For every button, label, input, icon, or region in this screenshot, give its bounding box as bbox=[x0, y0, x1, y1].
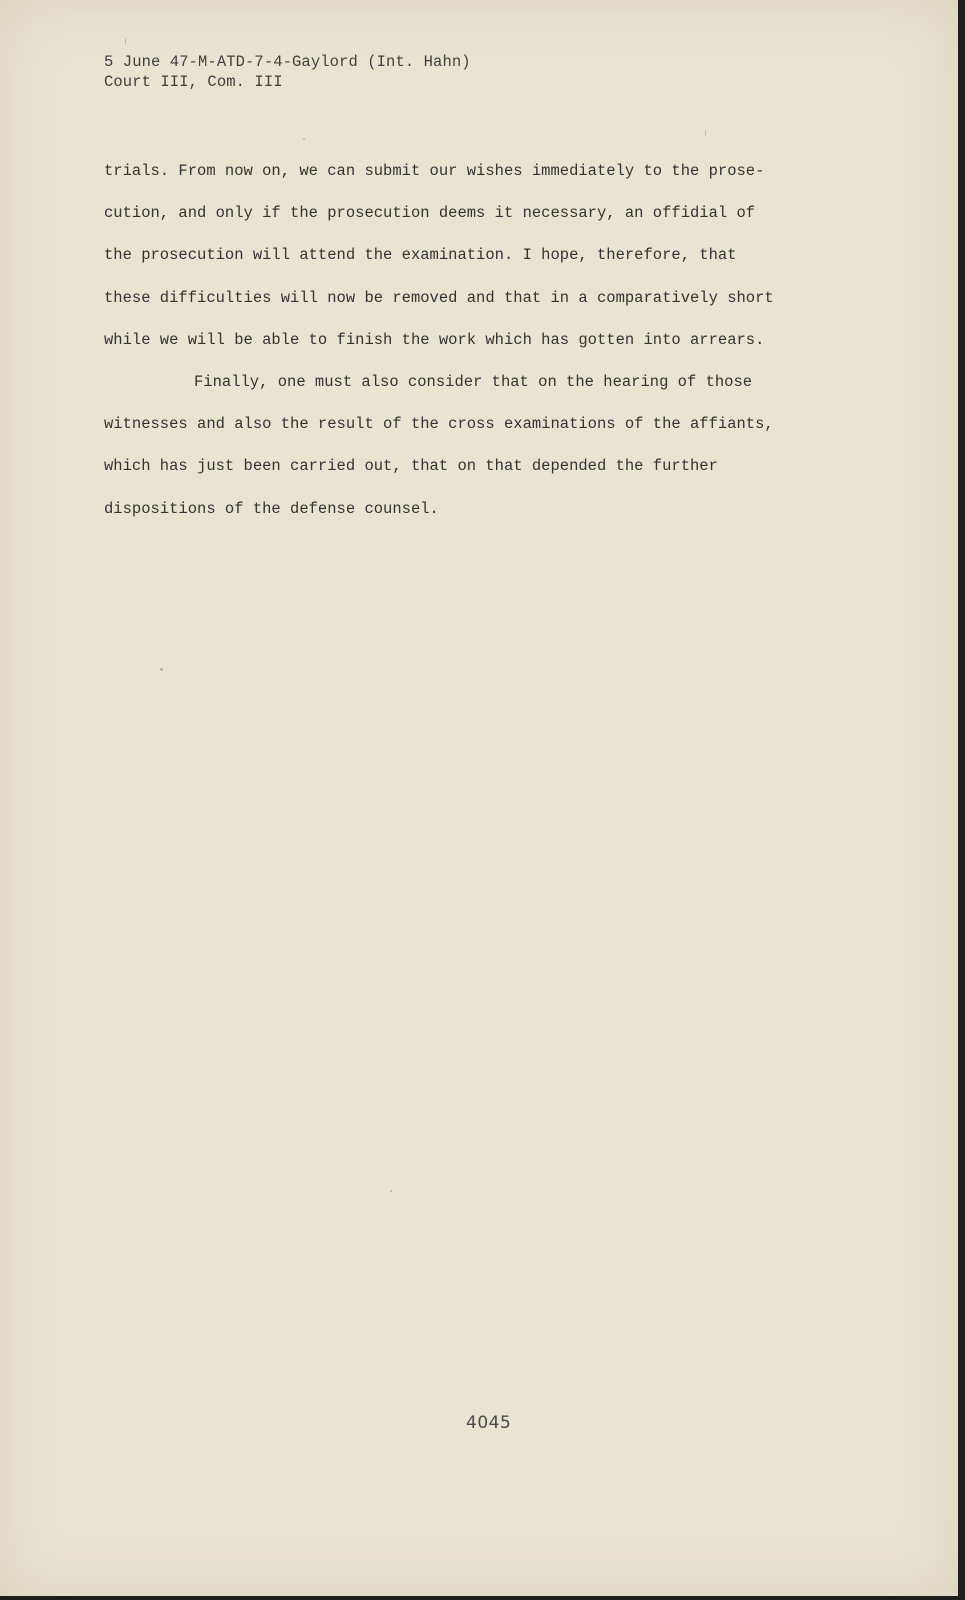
document-header bbox=[104, 52, 471, 92]
text-line: while we will be able to finish the work which has gotten into arrears. bbox=[104, 330, 765, 349]
paper-speck bbox=[705, 130, 706, 136]
page-number: 4045 bbox=[466, 1413, 512, 1433]
text-line: the prosecution will attend the examination. I hope, therefore, that bbox=[104, 246, 737, 265]
scan-edge-bottom bbox=[0, 1596, 965, 1600]
paper-speck bbox=[303, 138, 305, 140]
text-line: witnesses and also the result of the cross examinations of the affiants, bbox=[104, 415, 774, 434]
paper-speck bbox=[160, 668, 163, 671]
text-line: these difficulties will now be removed and that in a comparatively short bbox=[104, 288, 774, 307]
paper-speck bbox=[390, 1190, 392, 1192]
paper-speck bbox=[125, 38, 126, 44]
transcript-body bbox=[104, 160, 844, 540]
text-line: trials. From now on, we can submit our wishes immediately to the prose- bbox=[104, 162, 765, 180]
text-line: which has just been carried out, that on that depended the further bbox=[104, 457, 718, 476]
text-line: dispositions of the defense counsel. bbox=[104, 499, 439, 518]
text-line: cution, and only if the prosecution deems it necessary, an offidial of bbox=[104, 204, 756, 223]
paragraph-start-line: Finally, one must also consider that on the hearing of those bbox=[194, 372, 753, 391]
scan-edge-right bbox=[958, 0, 965, 1600]
header-date-reference: 5 June 47-M-ATD-7-4-Gaylord (Int. Hahn) bbox=[104, 53, 471, 71]
header-court: Court III, Com. III bbox=[104, 73, 283, 91]
